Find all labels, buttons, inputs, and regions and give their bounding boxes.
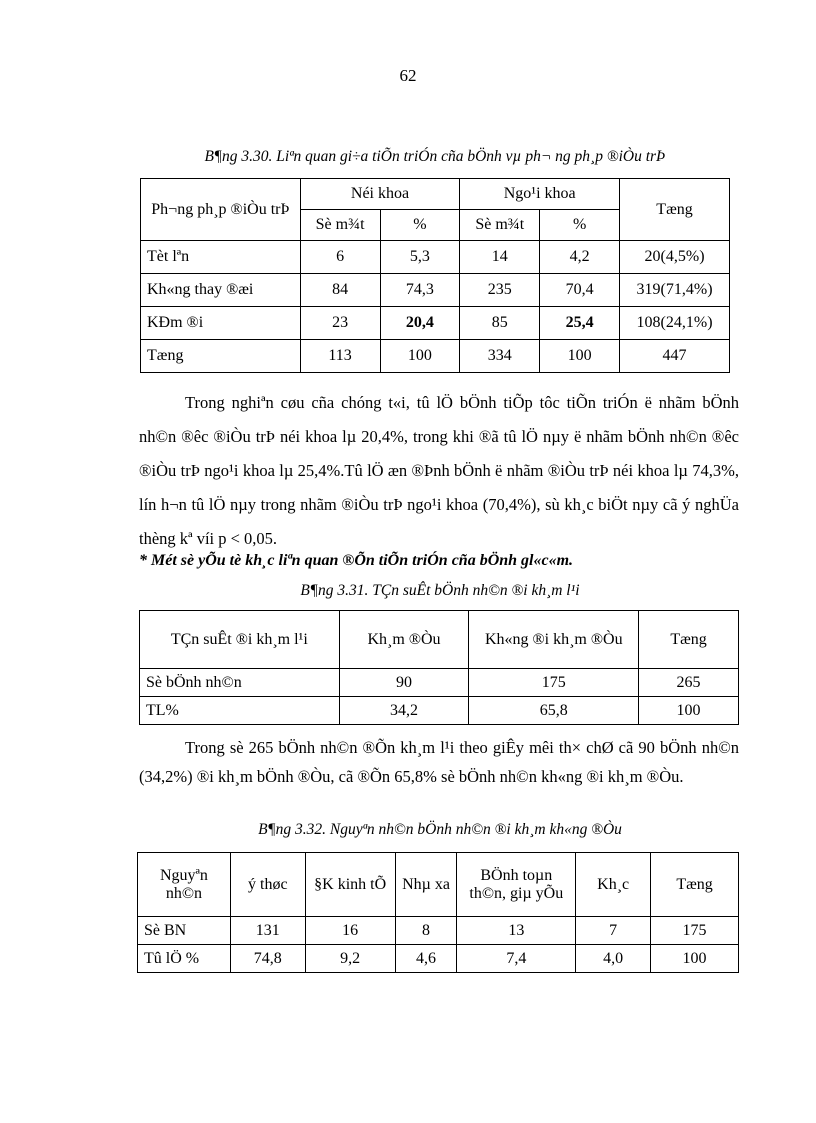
header-cell: Kh¸m ®Òu [339, 611, 469, 669]
header-cell: §K kinh tÕ [305, 853, 395, 917]
row-label: KÐm ®i [141, 307, 301, 340]
cell: 74,3 [380, 274, 460, 307]
header-cell: ý thøc [230, 853, 305, 917]
header-cell: Nhµ xa [395, 853, 457, 917]
cell: 16 [305, 917, 395, 945]
cell: 8 [395, 917, 457, 945]
row-label: Tèt lªn [141, 241, 301, 274]
header-outer: Ngo¹i khoa [460, 179, 620, 210]
sub-count: Sè m¾t [460, 210, 540, 241]
cell: 175 [469, 669, 639, 697]
table-row [140, 697, 739, 725]
cell: 7 [576, 917, 651, 945]
table-330 [140, 178, 730, 373]
page-number: 62 [399, 66, 417, 85]
row-label: Tû lÖ % [138, 945, 231, 973]
cell: 108(24,1%) [620, 307, 730, 340]
cell: 25,4 [540, 307, 620, 340]
cell: 13 [457, 917, 576, 945]
cell: 334 [460, 340, 540, 373]
cell: 4,6 [395, 945, 457, 973]
cell: 100 [639, 697, 739, 725]
cell: 131 [230, 917, 305, 945]
paragraph-2: Trong sè 265 bÖnh nh©n ®Õn kh¸m l¹i theo giÊy mêi th× chØ cã 90 bÖnh nh©n (34,2%) ®i kh¸m bÖnh ®Òu, cã ®Õn 65,8% sè bÖnh nh©n kh«ng ®i kh¸m ®Òu. [139, 738, 739, 786]
cell: 85 [460, 307, 540, 340]
cell: 4,0 [576, 945, 651, 973]
cell: 70,4 [540, 274, 620, 307]
header-inner: Néi khoa [300, 179, 460, 210]
sub-pct: % [380, 210, 460, 241]
cell: 447 [620, 340, 730, 373]
header-cell: Tæng [651, 853, 739, 917]
cell: 7,4 [457, 945, 576, 973]
cell: 14 [460, 241, 540, 274]
cell: 100 [651, 945, 739, 973]
row-label: TL% [140, 697, 340, 725]
row-label: Kh«ng thay ®æi [141, 274, 301, 307]
row-label: Sè BN [138, 917, 231, 945]
cell: 265 [639, 669, 739, 697]
table-330-caption: B¶ng 3.30. Liªn quan gi÷a tiÕn triÓn cña bÖnh vµ ph¬ ng ph¸p ®iÒu trÞ [204, 148, 666, 165]
cell: 65,8 [469, 697, 639, 725]
cell: 20(4,5%) [620, 241, 730, 274]
table-row [141, 340, 730, 373]
table-row [140, 669, 739, 697]
sub-count: Sè m¾t [300, 210, 380, 241]
cell: 4,2 [540, 241, 620, 274]
paragraph-1: Trong nghiªn cøu cña chóng t«i, tû lÖ bÖnh tiÕp tôc tiÕn triÓn ë nhãm bÖnh nh©n ®êc ®iÒu trÞ néi khoa lµ 20,4%, trong khi ®ã tû lÖ nµy ë nhãm bÖnh nh©n ®êc ®iÒu trÞ ngo¹i khoa lµ 25,4%.Tû lÖ æn ®Þnh bÖnh ë nhãm ®iÒu trÞ néi khoa lµ 74,3%, lín h¬n tû lÖ nµy trong nhãm ®iÒu trÞ ngo¹i khoa (70,4%), sù kh¸c biÖt nµy cã ý nghÜa thèng kª víi p < 0,05. [139, 393, 739, 548]
table-row [138, 917, 739, 945]
header-method: Ph¬ng ph¸p ®iÒu trÞ [141, 179, 301, 241]
header-total: Tæng [620, 179, 730, 241]
header-cell: BÖnh toµn th©n, giµ yÕu [457, 853, 576, 917]
table-row [141, 241, 730, 274]
sub-pct: % [540, 210, 620, 241]
table-row [141, 307, 730, 340]
header-cell: TÇn suÊt ®i kh¸m l¹i [140, 611, 340, 669]
cell: 235 [460, 274, 540, 307]
cell: 20,4 [380, 307, 460, 340]
header-cell: Kh¸c [576, 853, 651, 917]
header-cell: Nguyªn nh©n [138, 853, 231, 917]
cell: 84 [300, 274, 380, 307]
table-332-caption: B¶ng 3.32. Nguyªn nh©n bÖnh nh©n ®i kh¸m kh«ng ®Òu [258, 821, 622, 838]
cell: 74,8 [230, 945, 305, 973]
cell: 5,3 [380, 241, 460, 274]
cell: 9,2 [305, 945, 395, 973]
table-331 [139, 610, 739, 725]
cell: 100 [380, 340, 460, 373]
section-heading: * Mét sè yÕu tè kh¸c liªn quan ®Õn tiÕn triÓn cña bÖnh gl«c«m. [139, 552, 574, 569]
table-332 [137, 852, 739, 973]
row-label: Sè bÖnh nh©n [140, 669, 340, 697]
cell: 175 [651, 917, 739, 945]
cell: 34,2 [339, 697, 469, 725]
row-label: Tæng [141, 340, 301, 373]
header-cell: Kh«ng ®i kh¸m ®Òu [469, 611, 639, 669]
table-row [138, 945, 739, 973]
cell: 319(71,4%) [620, 274, 730, 307]
table-331-caption: B¶ng 3.31. TÇn suÊt bÖnh nh©n ®i kh¸m l¹i [300, 582, 580, 599]
header-cell: Tæng [639, 611, 739, 669]
table-row [141, 274, 730, 307]
cell: 23 [300, 307, 380, 340]
cell: 6 [300, 241, 380, 274]
cell: 100 [540, 340, 620, 373]
cell: 113 [300, 340, 380, 373]
cell: 90 [339, 669, 469, 697]
